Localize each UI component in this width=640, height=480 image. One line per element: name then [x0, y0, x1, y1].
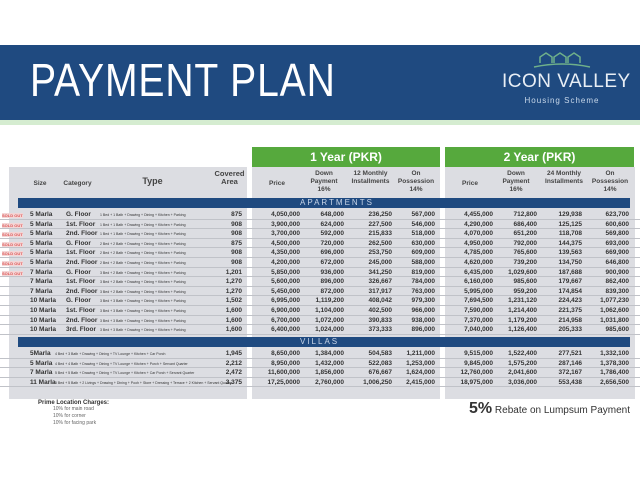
logo-subtitle: Housing Scheme	[524, 96, 600, 105]
sold-out-badge: SOLD OUT	[2, 270, 23, 276]
installment-24: 553,438	[558, 378, 582, 386]
type: 3 Bed + 2 Bath + Drawing + Dining + Kitchen + Parking	[100, 289, 186, 294]
size: 7 Marla	[30, 268, 53, 276]
sold-out-badge: SOLD OUT	[2, 222, 23, 228]
price-2y: 5,995,000	[464, 287, 493, 295]
sold-out-badge: SOLD OUT	[2, 232, 23, 238]
down-payment-1y: 1,119,200	[315, 297, 344, 305]
covered-area: 1,600	[225, 326, 242, 334]
installment-12: 504,583	[368, 350, 392, 357]
type: 3 Bed + 3 Bath + Drawing + Dining + Kitchen + Parking	[100, 299, 186, 304]
possession-1y: 588,000	[411, 259, 435, 266]
category: 2nd. Floor	[66, 259, 98, 266]
down-payment-1y: 936,000	[320, 268, 344, 276]
category: 1st. Floor	[66, 220, 96, 228]
covered-area: 908	[231, 220, 242, 228]
installment-24: 179,667	[558, 278, 582, 286]
down-payment-2y: 651,200	[513, 230, 537, 238]
size: 5 Marla	[30, 220, 53, 228]
type: 2 Bed + 2 Bath + Drawing + Dining + Kitchen + Parking	[100, 261, 186, 265]
down-payment-1y: 1,024,000	[315, 326, 344, 334]
price-1y: 4,500,000	[271, 239, 300, 247]
down-payment-1y: 1,432,000	[315, 359, 344, 367]
possession-2y: 646,800	[605, 259, 629, 266]
col-price-2y: Price	[462, 180, 478, 187]
category: 1st. Floor	[66, 249, 96, 257]
price-2y: 6,160,000	[464, 278, 493, 286]
type: 1 Bed + 1 Bath + Drawing + Dining + Kitchen + Parking	[100, 213, 186, 217]
price-1y: 11,600,000	[267, 369, 300, 377]
size: 7 Marla	[30, 287, 53, 295]
section-label: APARTMENTS	[300, 198, 374, 207]
possession-2y: 1,378,300	[600, 359, 629, 367]
col-type: Type	[142, 176, 163, 186]
prime-item: 10% for main road	[53, 406, 94, 412]
price-1y: 8,650,000	[271, 350, 300, 357]
category: G. Floor	[66, 297, 91, 305]
down-payment-2y: 985,600	[513, 278, 537, 286]
category: 1st. Floor	[66, 278, 96, 286]
price-1y: 3,700,000	[271, 230, 300, 238]
installment-12: 373,333	[368, 326, 392, 334]
price-2y: 7,694,500	[464, 297, 493, 305]
sold-out-badge: SOLD OUT	[2, 213, 23, 218]
apartment-row	[0, 210, 640, 220]
col-down-1y: Down Payment 16%	[310, 170, 338, 193]
price-2y: 4,620,000	[464, 259, 493, 266]
down-payment-2y: 3,036,000	[508, 378, 537, 386]
installment-12: 236,250	[368, 211, 392, 218]
col-area: Covered Area	[214, 169, 245, 186]
price-1y: 5,850,000	[271, 268, 300, 276]
covered-area: 2,212	[225, 359, 242, 367]
price-1y: 6,700,000	[271, 316, 300, 324]
installment-12: 262,500	[368, 239, 392, 247]
apartment-row	[0, 229, 640, 239]
possession-2y: 1,786,400	[600, 369, 629, 377]
installment-12: 402,500	[368, 307, 392, 314]
prime-item: 10% for corner	[53, 413, 86, 419]
possession-2y: 569,800	[605, 230, 629, 238]
possession-1y: 1,211,000	[406, 350, 435, 357]
covered-area: 908	[231, 230, 242, 238]
type: 2 Bed + 2 Bath + Drawing + Dining + Kitchen + Parking	[100, 241, 186, 246]
possession-1y: 938,000	[411, 316, 435, 324]
possession-2y: 693,000	[605, 239, 629, 247]
plan-header-1-year: 1 Year (PKR)	[252, 147, 440, 167]
size: 10 Marla	[30, 316, 57, 324]
category: G. Floor	[66, 239, 91, 247]
category: 2nd. Floor	[66, 230, 98, 238]
col-price-1y: Price	[269, 180, 285, 187]
size: 5 Marla	[30, 239, 53, 247]
possession-2y: 1,031,800	[600, 316, 629, 324]
possession-1y: 966,000	[411, 307, 435, 314]
down-payment-2y: 739,200	[513, 259, 537, 266]
down-payment-2y: 1,522,400	[508, 350, 537, 357]
category: 2nd. Floor	[66, 316, 98, 324]
price-2y: 9,515,000	[464, 350, 493, 357]
possession-1y: 1,253,000	[406, 359, 435, 367]
price-2y: 4,785,000	[464, 249, 493, 257]
logo-name: ICON VALLEY	[502, 71, 631, 92]
col-possession-1y: On Possession 14%	[397, 170, 435, 193]
down-payment-2y: 959,200	[513, 287, 537, 295]
installment-24: 129,938	[558, 211, 582, 218]
size: 5 Marla	[30, 211, 53, 218]
installment-12: 245,000	[368, 259, 392, 266]
covered-area: 1,270	[225, 287, 242, 295]
page-title: PAYMENT PLAN	[30, 54, 336, 106]
plan-header-2-year: 2 Year (PKR)	[445, 147, 634, 167]
type: 4 Bed + 3 Bath + Drawing + Dining + TV Lounge + Kitchen + Car Porch	[55, 352, 166, 356]
category: 1st. Floor	[66, 307, 96, 314]
installment-24: 221,375	[558, 307, 582, 314]
type: 3 Bed + 2 Bath + Drawing + Dining + Kitchen + Parking	[100, 270, 186, 275]
installment-24: 187,688	[558, 268, 582, 276]
possession-2y: 623,700	[605, 211, 629, 218]
size: 10 Marla	[30, 297, 57, 305]
apartment-row	[0, 325, 640, 335]
down-payment-1y: 592,000	[320, 230, 344, 238]
possession-1y: 567,000	[411, 211, 435, 218]
price-1y: 4,350,000	[271, 249, 300, 257]
possession-2y: 1,077,230	[600, 297, 629, 305]
accent-strip	[0, 120, 640, 125]
possession-1y: 896,000	[411, 326, 435, 334]
type: 4 Bed + 4 Bath + Drawing + Dining + TV Lounge + Kitchen + Porch + Servant Quarter	[55, 361, 188, 366]
apartment-row	[0, 268, 640, 278]
down-payment-2y: 2,041,600	[508, 369, 537, 377]
installment-12: 215,833	[368, 230, 392, 238]
apartment-row	[0, 306, 640, 316]
type: 3 Bed + 2 Bath + Drawing + Dining + Kitchen + Parking	[100, 280, 186, 285]
down-payment-1y: 624,000	[320, 220, 344, 228]
prime-location-charges	[38, 400, 109, 427]
down-payment-2y: 1,029,600	[508, 268, 537, 276]
category: 3rd. Floor	[66, 326, 96, 334]
price-2y: 4,455,000	[464, 211, 493, 218]
col-category: Category	[63, 180, 92, 187]
apartment-row	[0, 239, 640, 249]
covered-area: 1,270	[225, 278, 242, 286]
installment-12: 317,917	[368, 287, 392, 295]
installment-24: 287,146	[558, 359, 582, 367]
type: 1 Bed + 1 Bath + Drawing + Dining + Kitchen + Parking	[100, 232, 186, 237]
price-1y: 4,050,000	[271, 211, 300, 218]
price-1y: 17,25,0000	[267, 378, 300, 386]
down-payment-2y: 1,179,200	[508, 316, 537, 324]
down-payment-2y: 765,600	[513, 249, 537, 257]
down-payment-1y: 872,000	[320, 287, 344, 295]
type: 3 Bed + 3 Bath + Drawing + Dining + Kitchen + Parking	[100, 318, 186, 323]
possession-2y: 862,400	[605, 278, 629, 286]
type: 3 Bed + 3 Bath + Drawing + Dining + Kitchen + Parking	[100, 328, 186, 333]
possession-1y: 1,624,000	[406, 369, 435, 377]
installment-24: 125,125	[558, 220, 582, 228]
installment-12: 1,006,250	[363, 378, 392, 386]
price-2y: 6,435,000	[464, 268, 493, 276]
type: 1 Bed + 1 Bath + Drawing + Dining + Kitchen + Parking	[100, 222, 186, 227]
down-payment-2y: 712,800	[513, 211, 537, 218]
size: 7 Marla	[30, 278, 53, 286]
type: 2 Bed + 2 Bath + Drawing + Dining + Kitchen + Parking	[100, 251, 186, 256]
possession-1y: 2,415,000	[406, 378, 435, 386]
price-2y: 18,975,000	[460, 378, 493, 386]
col-size: Size	[33, 180, 47, 187]
possession-1y: 518,000	[411, 230, 435, 238]
price-2y: 7,590,000	[464, 307, 493, 314]
installment-24: 224,423	[558, 297, 582, 305]
down-payment-1y: 672,000	[320, 259, 344, 266]
installment-24: 139,563	[558, 249, 582, 257]
possession-1y: 979,300	[411, 297, 435, 305]
down-payment-2y: 1,575,200	[508, 359, 537, 367]
col-installments-24: 24 Monthly Installments	[545, 170, 583, 185]
installment-12: 326,667	[368, 278, 392, 286]
apartment-row	[0, 316, 640, 326]
size: 10 Marla	[30, 307, 57, 314]
possession-1y: 609,000	[411, 249, 435, 257]
size: 5 Marla	[30, 249, 53, 257]
possession-1y: 819,000	[411, 268, 435, 276]
col-possession-2y: On Possession 14%	[591, 170, 629, 193]
installment-24: 134,750	[558, 259, 582, 266]
rebate-note	[469, 400, 630, 418]
houses-logo-icon	[532, 51, 592, 69]
installment-24: 205,333	[558, 326, 582, 334]
covered-area: 2,472	[225, 369, 242, 377]
possession-2y: 2,656,500	[600, 378, 629, 386]
section-apartments	[18, 198, 630, 208]
down-payment-1y: 1,384,000	[315, 350, 344, 357]
down-payment-1y: 1,072,000	[315, 316, 344, 324]
installment-12: 341,250	[368, 268, 392, 276]
villa-row	[0, 359, 640, 369]
type: 3 Bed + 3 Bath + Drawing + Dining + Kitchen + Parking	[100, 309, 186, 313]
covered-area: 1,600	[225, 307, 242, 314]
installment-12: 522,083	[368, 359, 392, 367]
covered-area: 1,502	[225, 297, 242, 305]
installment-12: 390,833	[368, 316, 392, 324]
category: G. Floor	[66, 211, 91, 218]
sold-out-badge: SOLD OUT	[2, 241, 23, 247]
col-down-2y: Down Payment 16%	[502, 170, 530, 193]
rebate-percent: 5%	[469, 400, 493, 417]
installment-24: 214,958	[558, 316, 582, 324]
down-payment-1y: 2,760,000	[315, 378, 344, 386]
price-1y: 5,450,000	[271, 287, 300, 295]
installment-24: 118,708	[558, 230, 582, 238]
down-payment-2y: 1,214,400	[508, 307, 537, 314]
down-payment-1y: 648,000	[320, 211, 344, 218]
apartment-row	[0, 248, 640, 258]
category: 2nd. Floor	[66, 287, 98, 295]
possession-2y: 985,600	[605, 326, 629, 334]
apartment-row	[0, 296, 640, 306]
price-2y: 4,290,000	[464, 220, 493, 228]
category: G. Floor	[66, 268, 91, 276]
price-1y: 4,200,000	[271, 259, 300, 266]
section-villas	[18, 337, 630, 347]
down-payment-1y: 896,000	[320, 278, 344, 286]
covered-area: 1,201	[225, 268, 242, 276]
apartment-row	[0, 287, 640, 297]
down-payment-2y: 1,231,120	[508, 297, 537, 305]
covered-area: 908	[231, 249, 242, 257]
price-2y: 9,845,000	[464, 359, 493, 367]
installment-12: 227,500	[368, 220, 392, 228]
type: 5 Bed + 5 Bath + Drawing + Dining + TV Lounge + Kitchen + Car Porch + Servant Quarter	[55, 371, 195, 376]
price-1y: 3,900,000	[271, 220, 300, 228]
size: 5 Marla	[30, 230, 53, 238]
price-2y: 7,370,000	[464, 316, 493, 324]
possession-1y: 784,000	[411, 278, 435, 286]
col-installments-12: 12 Monthly Installments	[351, 170, 390, 185]
possession-1y: 763,000	[411, 287, 435, 295]
price-2y: 7,040,000	[464, 326, 493, 334]
villa-row	[0, 378, 640, 388]
installment-24: 174,854	[558, 287, 582, 295]
header-banner	[0, 45, 640, 120]
possession-1y: 630,000	[411, 239, 435, 247]
installment-24: 144,375	[558, 239, 582, 247]
covered-area: 1,945	[225, 350, 242, 357]
price-1y: 5,600,000	[271, 278, 300, 286]
possession-2y: 839,300	[605, 287, 629, 295]
size: 11 Marla	[30, 378, 56, 386]
sold-out-badge: SOLD OUT	[2, 261, 23, 266]
possession-2y: 1,062,600	[600, 307, 629, 314]
down-payment-1y: 1,856,000	[315, 369, 344, 377]
sold-out-badge: SOLD OUT	[2, 251, 23, 257]
installment-24: 277,521	[558, 350, 582, 357]
down-payment-2y: 686,400	[513, 220, 537, 228]
rebate-text: Rebate on Lumpsum Payment	[494, 405, 630, 416]
down-payment-2y: 1,126,400	[508, 326, 537, 334]
possession-2y: 900,900	[605, 268, 629, 276]
size: 5Marla	[30, 350, 51, 357]
price-1y: 6,995,000	[271, 297, 300, 305]
covered-area: 875	[231, 211, 242, 218]
possession-1y: 546,000	[411, 220, 435, 228]
possession-2y: 1,332,100	[600, 350, 629, 357]
price-2y: 12,760,000	[460, 369, 493, 377]
installment-12: 408,042	[368, 297, 392, 305]
installment-24: 372,167	[558, 369, 582, 377]
covered-area: 908	[231, 259, 242, 266]
price-2y: 4,070,000	[464, 230, 493, 238]
villa-row	[0, 368, 640, 378]
covered-area: 3,375	[225, 378, 242, 386]
installment-12: 676,667	[368, 369, 392, 377]
down-payment-2y: 792,000	[513, 239, 537, 247]
prime-title: Prime Location Charges:	[38, 400, 110, 406]
size: 5 Marla	[30, 359, 53, 367]
section-label: VILLAS	[300, 337, 340, 346]
apartment-row	[0, 258, 640, 268]
apartment-row	[0, 220, 640, 230]
type: 5 Bed + 5 Bath + 2 Livings + Drawing + Dining + Pooh + Store + Dressing + Terrace + 2 Kitchen + Servant Quarter	[55, 380, 233, 385]
logo	[502, 51, 631, 113]
size: 7 Marla	[30, 369, 53, 377]
villa-row	[0, 349, 640, 359]
price-1y: 8,950,000	[271, 359, 300, 367]
down-payment-1y: 720,000	[320, 239, 344, 247]
price-1y: 6,400,000	[271, 326, 300, 334]
possession-2y: 669,900	[605, 249, 629, 257]
covered-area: 1,600	[225, 316, 242, 324]
price-1y: 6,900,000	[271, 307, 300, 314]
size: 5 Marla	[30, 259, 53, 266]
down-payment-1y: 1,104,000	[315, 307, 344, 314]
prime-item: 10% for facing park	[53, 420, 97, 426]
possession-2y: 600,600	[605, 220, 629, 228]
covered-area: 875	[231, 239, 242, 247]
price-2y: 4,950,000	[464, 239, 493, 247]
installment-12: 253,750	[368, 249, 392, 257]
down-payment-1y: 696,000	[320, 249, 344, 257]
size: 10 Marla	[30, 326, 57, 334]
apartment-row	[0, 277, 640, 287]
